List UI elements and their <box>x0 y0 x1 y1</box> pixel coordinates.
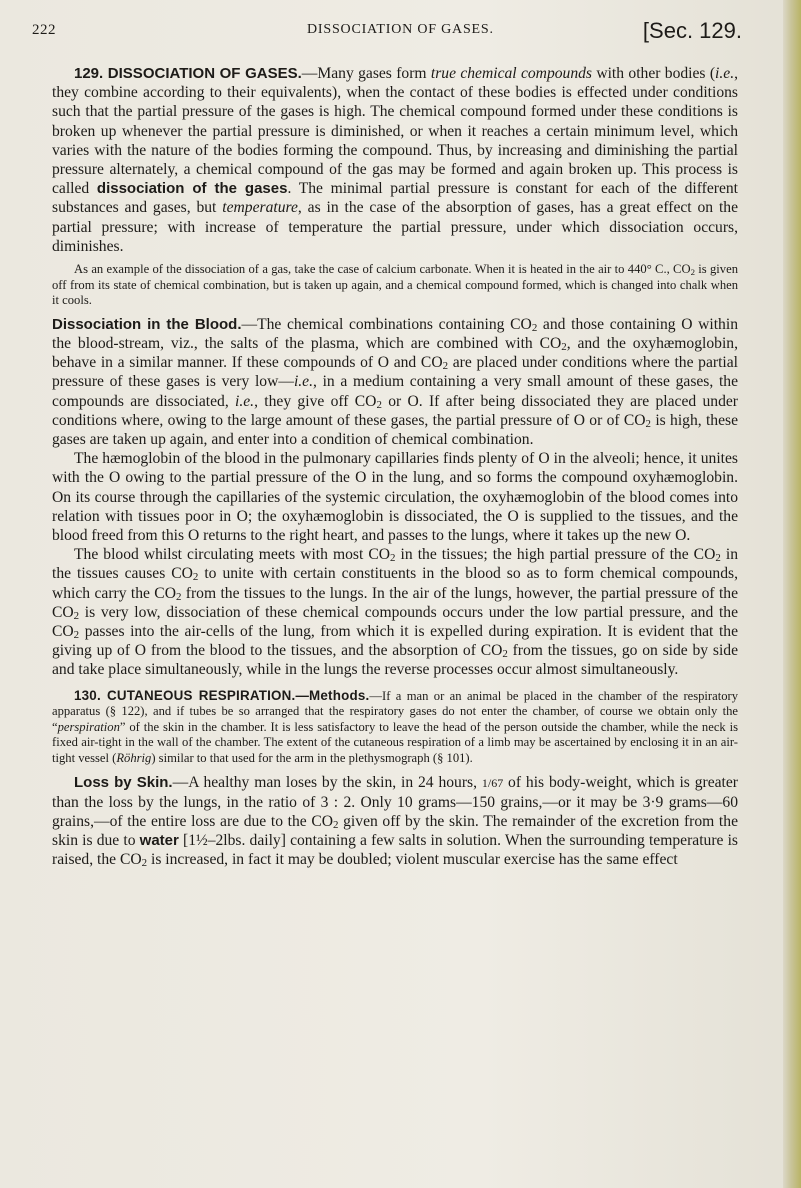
section-heading-129: 129. DISSOCIATION OF GASES. <box>74 65 302 82</box>
page-header <box>32 20 742 50</box>
fraction: 1/67 <box>481 775 504 790</box>
subheading-methods: —Methods. <box>295 687 370 703</box>
heading-loss-by-skin: Loss by Skin. <box>74 773 173 791</box>
page-edge-shadow <box>783 0 801 1188</box>
paragraph-blood-2: The hæmoglobin of the blood in the pulmonary capillaries finds plenty of O in the alveoli; hence, it unites with the O owing to the partial pressure of the O in the lung, and so forms the compound oxyhæmoglobin. On its course through the capillaries of the systemic circulation, the oxyhæmoglobin of the blood comes into relation with tissues poor in O; the oxyhæmoglobin is dissociated, the O is supplied to the tissues, and the blood freed from this O returns to the right heart, and passes to the lungs, where it takes up the new O. <box>52 450 738 545</box>
paragraph-blood-1: Dissociation in the Blood.—The chemical combinations containing $CO_2$ and those containing O within the blood-stream, viz., the salts of the plasma, which are combined with $CO_2$, and the oxyhæmoglobin, behave in a similar manner. If these compounds of O and $CO_2$ are placed under conditions where the partial pressure of these gases is very low—i.e., in a medium containing a very small amount of these gases, the compounds are dissociated, i.e., they give off $CO_2$ or O. If after being dissociated they are placed under conditions where, owing to the large amount of these gases, the partial pressure of O or of $CO_2$ is high, these gases are taken up again, and enter into a condition of chemical combination. <box>52 315 739 449</box>
term-water: water <box>139 832 179 850</box>
heading-dissociation-blood: Dissociation in the Blood. <box>52 315 242 333</box>
page-number: 222 <box>32 22 56 38</box>
section-heading-130: 130. CUTANEOUS RESPIRATION. <box>74 687 296 703</box>
paragraph-130: 130. CUTANEOUS RESPIRATION.—Methods.—If a man or an animal be placed in the chamber of the respiratory apparatus (§ 122), and if tubes be so arranged that the respiratory gases do not enter the chamber, of course we obtain only the “perspiration” of the skin in the chamber. It is less satisfactory to leave the head of the person outside the chamber, while the neck is fixed air-tight in the wall of the chamber. The extent of the cutaneous respiration of a limb may be ascertained by enclosing it in an air-tight vessel (Röhrig) similar to that used for the arm in the plethysmograph (§ 101). <box>52 687 738 766</box>
running-title: DISSOCIATION OF GASES. <box>307 22 494 37</box>
paragraph-blood-3: The blood whilst circulating meets with most $CO_2$ in the tissues; the high partial pressure of the $CO_2$ in the tissues causes $CO_2$ to unite with certain constituents in the blood so as to form chemical compounds, which carry the $CO_2$ from the tissues to the lungs. In the air of the lungs, however, the partial pressure of the $CO_2$ is very low, dissociation of these chemical compounds occurs under the low partial pressure, and the $CO_2$ passes into the air-cells of the lung, from which it is expelled during expiration. It is evident that the giving up of O from the blood to the tissues, and the absorption of $CO_2$ from the tissues, go on side by side and take place simultaneously, while in the lungs the reverse processes occur almost simultaneously. <box>52 546 738 679</box>
section-marker: [Sec. 129. <box>642 18 742 43</box>
page-body <box>52 64 738 870</box>
term-dissociation: dissociation of the gases <box>96 180 288 198</box>
note-calcium-carbonate: As an example of the dissociation of a gas, take the case of calcium carbonate. When it is heated in the air to 440° C., $CO_2$ is given off from its state of chemical combination, but is taken up again, and a chemical compound formed, which is changed into chalk when it cools. <box>52 262 738 308</box>
paragraph-loss-by-skin: Loss by Skin.—A healthy man loses by the skin, in 24 hours, 1/67 of his body-weight, which is greater than the loss by the lungs, in the ratio of 3 : 2. Only 10 grams—150 grains,—or it may be 3·9 grams—60 grains,—of the entire loss are due to the $CO_2$ given off by the skin. The remainder of the excretion from the skin is due to water [1½–2lbs. daily] containing a few salts in solution. When the surrounding temperature is raised, the $CO_2$ is increased, in fact it may be doubled; violent muscular exercise has the same effect <box>52 773 738 870</box>
paragraph-129: 129. DISSOCIATION OF GASES.—Many gases form true chemical compounds with other bodies (i.e., they combine according to their equivalents), when the contact of these bodies is effected under conditions such that the partial pressure of the gases is high. The chemical compound formed under these conditions is broken up whenever the partial pressure is diminished, or when it reaches a certain minimum level, which varies with the nature of the bodies forming the compound. Thus, by increasing and diminishing the partial pressure alternately, a chemical compound of the gas may be formed and again broken up. This process is called dissociation of the gases. The minimal partial pressure is constant for each of the different substances and gases, but temperature, as in the case of the absorption of gases, has a great effect on the partial pressure; with increase of temperature the partial pressure, under which dissociation occurs, diminishes. <box>52 65 739 255</box>
